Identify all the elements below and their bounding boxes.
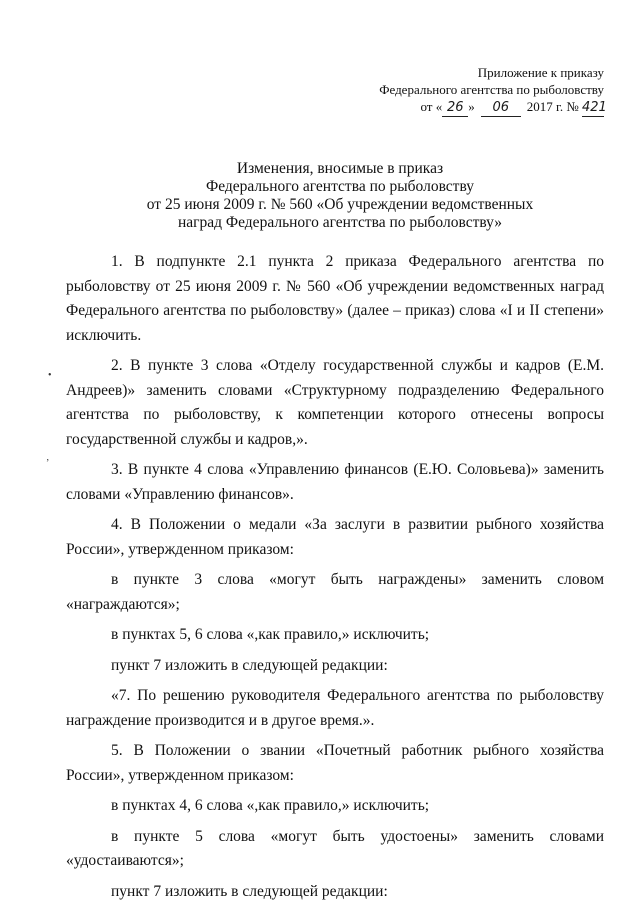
paragraph-4-sub-3: пункт 7 изложить в следующей редакции:	[111, 656, 388, 674]
appendix-line-1: Приложение к приказу	[477, 65, 604, 80]
handwritten-day: 26	[442, 99, 468, 117]
paragraph-3: 3. В пункте 4 слова «Управлению финансов (Е.Ю. Соловьева)» заменить словами «Управлению финансов».	[66, 461, 604, 503]
title-line-4: наград Федерального агентства по рыболовству»	[177, 214, 503, 231]
appendix-date-line	[379, 98, 607, 117]
title-line-3: от 25 июня 2009 г. № 560 «Об учреждении ведомственных	[146, 196, 534, 213]
date-year-no: 2017 г. №	[526, 99, 579, 114]
appendix-line-2: Федерального агентства по рыболовству	[379, 82, 604, 97]
scan-mark: ʼ	[46, 458, 50, 469]
paragraph-5-sub-1: в пунктах 4, 6 слова «,как правило,» исключить;	[111, 797, 430, 814]
date-prefix: от «	[420, 99, 443, 114]
document-body	[66, 250, 604, 910]
date-mid: »	[468, 99, 475, 114]
document-title	[120, 160, 560, 232]
paragraph-4-sub-2: в пунктах 5, 6 слова «,как правило,» исключить;	[111, 626, 430, 643]
paragraph-4: 4. В Положении о медали «За заслуги в развитии рыбного хозяйства России», утвержденном приказом:	[66, 516, 604, 558]
handwritten-order-number: 421	[582, 100, 607, 115]
title-line-2: Федерального агентства по рыболовству	[205, 178, 474, 195]
title-line-1: Изменения, вносимые в приказ	[236, 160, 444, 177]
paragraph-1: 1. В подпункте 2.1 пункта 2 приказа Федерального агентства по рыболовству от 25 июня 2009 г. № 560 «Об учреждении ведомственных наград Федерального агентства по рыболовству» (далее – приказ) слова «I и II степени» исключить.	[66, 253, 604, 344]
paragraph-4-sub-1: в пункте 3 слова «могут быть награждены» заменить словом «награждаются»;	[66, 571, 604, 613]
paragraph-5-sub-3: пункт 7 изложить в следующей редакции:	[111, 882, 388, 900]
paragraph-5-sub-2: в пункте 5 слова «могут быть удостоены» заменить словами «удостаиваются»;	[66, 827, 604, 869]
handwritten-month: 06	[481, 99, 521, 117]
paragraph-2: 2. В пункте 3 слова «Отделу государственной службы и кадров (Е.М. Андреев)» заменить словами «Структурному подразделению Федерального агентства по рыболовству, к компетенции которого отнесены вопросы государственной службы и кадров,».	[66, 357, 604, 448]
paragraph-4-quote: «7. По решению руководителя Федерального агентства по рыболовству награждение производится и в другое время.».	[66, 687, 604, 729]
paragraph-5: 5. В Положении о звании «Почетный работник рыбного хозяйства России», утвержденном приказом:	[66, 742, 604, 784]
appendix-header	[379, 64, 607, 117]
scan-mark: •	[48, 370, 52, 381]
